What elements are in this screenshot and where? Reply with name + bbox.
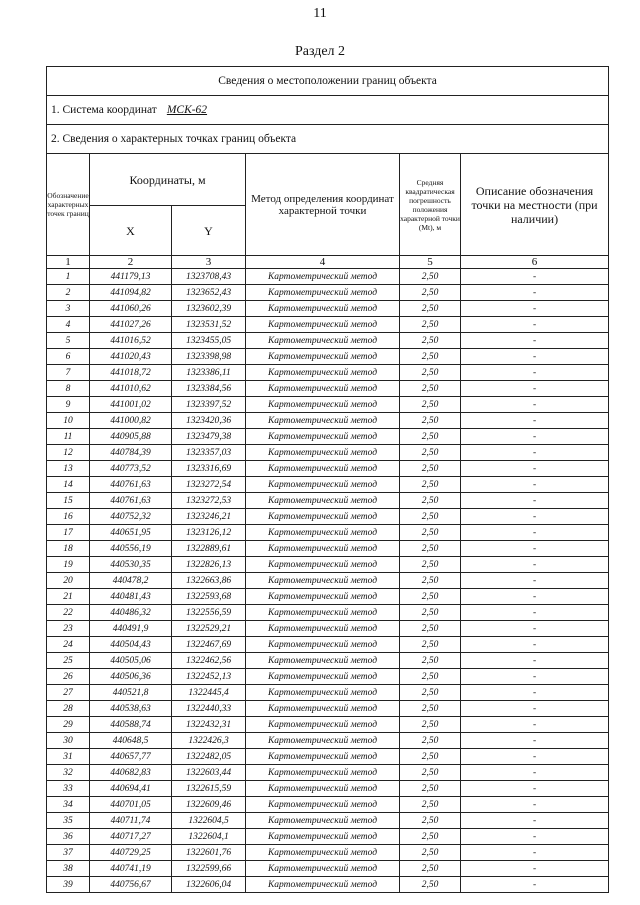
coord-y-cell: 1323398,98 <box>172 349 246 365</box>
description-cell: - <box>461 717 609 733</box>
coord-x-cell: 440648,5 <box>90 733 172 749</box>
description-cell: - <box>461 829 609 845</box>
description-cell: - <box>461 765 609 781</box>
coord-y-cell: 1322604,5 <box>172 813 246 829</box>
accuracy-cell: 2,50 <box>400 605 461 621</box>
description-cell: - <box>461 605 609 621</box>
point-number-cell: 5 <box>47 333 90 349</box>
accuracy-cell: 2,50 <box>400 333 461 349</box>
coord-y-cell: 1323397,52 <box>172 397 246 413</box>
coord-x-cell: 440752,32 <box>90 509 172 525</box>
accuracy-cell: 2,50 <box>400 685 461 701</box>
table-row <box>47 285 609 301</box>
description-cell: - <box>461 381 609 397</box>
coord-x-cell: 441027,26 <box>90 317 172 333</box>
accuracy-cell: 2,50 <box>400 397 461 413</box>
point-number-cell: 13 <box>47 461 90 477</box>
coord-x-cell: 441001,02 <box>90 397 172 413</box>
column-number: 3 <box>172 256 246 269</box>
method-cell: Картометрический метод <box>246 797 400 813</box>
coord-y-cell: 1322556,59 <box>172 605 246 621</box>
coord-y-cell: 1322426,3 <box>172 733 246 749</box>
method-cell: Картометрический метод <box>246 381 400 397</box>
description-cell: - <box>461 445 609 461</box>
accuracy-cell: 2,50 <box>400 781 461 797</box>
description-cell: - <box>461 413 609 429</box>
header-accuracy: Средняя квадратическая погрешность положения характерной точки (Mt), м <box>400 154 461 256</box>
coord-x-cell: 440682,83 <box>90 765 172 781</box>
description-cell: - <box>461 301 609 317</box>
coord-y-cell: 1322889,61 <box>172 541 246 557</box>
table-row <box>47 365 609 381</box>
coord-x-cell: 440729,25 <box>90 845 172 861</box>
description-cell: - <box>461 797 609 813</box>
coord-x-cell: 440741,19 <box>90 861 172 877</box>
method-cell: Картометрический метод <box>246 557 400 573</box>
coord-y-cell: 1323602,39 <box>172 301 246 317</box>
coord-x-cell: 440701,05 <box>90 797 172 813</box>
description-cell: - <box>461 509 609 525</box>
point-number-cell: 11 <box>47 429 90 445</box>
method-cell: Картометрический метод <box>246 733 400 749</box>
method-cell: Картометрический метод <box>246 317 400 333</box>
method-cell: Картометрический метод <box>246 333 400 349</box>
coord-y-cell: 1322529,21 <box>172 621 246 637</box>
method-cell: Картометрический метод <box>246 813 400 829</box>
table-row <box>47 749 609 765</box>
accuracy-cell: 2,50 <box>400 861 461 877</box>
accuracy-cell: 2,50 <box>400 637 461 653</box>
description-cell: - <box>461 525 609 541</box>
coord-y-cell: 1322432,31 <box>172 717 246 733</box>
point-number-cell: 32 <box>47 765 90 781</box>
accuracy-cell: 2,50 <box>400 829 461 845</box>
point-number-cell: 23 <box>47 621 90 637</box>
table-row <box>47 765 609 781</box>
point-number-cell: 26 <box>47 669 90 685</box>
accuracy-cell: 2,50 <box>400 813 461 829</box>
section-title: Раздел 2 <box>294 44 346 59</box>
method-cell: Картометрический метод <box>246 685 400 701</box>
column-number: 4 <box>246 256 400 269</box>
accuracy-cell: 2,50 <box>400 765 461 781</box>
table-row <box>47 509 609 525</box>
coord-y-cell: 1323316,69 <box>172 461 246 477</box>
table-row <box>47 637 609 653</box>
point-number-cell: 1 <box>47 269 90 285</box>
accuracy-cell: 2,50 <box>400 461 461 477</box>
accuracy-cell: 2,50 <box>400 349 461 365</box>
table-row <box>47 813 609 829</box>
point-number-cell: 20 <box>47 573 90 589</box>
coord-y-cell: 1322452,13 <box>172 669 246 685</box>
description-cell: - <box>461 429 609 445</box>
coord-x-cell: 441018,72 <box>90 365 172 381</box>
method-cell: Картометрический метод <box>246 573 400 589</box>
point-number-cell: 28 <box>47 701 90 717</box>
table-row <box>47 269 609 285</box>
description-cell: - <box>461 349 609 365</box>
description-cell: - <box>461 493 609 509</box>
coord-system-value: МСК-62 <box>166 104 208 116</box>
point-number-cell: 22 <box>47 605 90 621</box>
description-cell: - <box>461 861 609 877</box>
table-row <box>47 845 609 861</box>
table-row <box>47 877 609 893</box>
method-cell: Картометрический метод <box>246 765 400 781</box>
coord-y-cell: 1322606,04 <box>172 877 246 893</box>
coord-y-cell: 1322440,33 <box>172 701 246 717</box>
method-cell: Картометрический метод <box>246 653 400 669</box>
method-cell: Картометрический метод <box>246 605 400 621</box>
description-cell: - <box>461 701 609 717</box>
coord-y-cell: 1322601,76 <box>172 845 246 861</box>
method-cell: Картометрический метод <box>246 621 400 637</box>
description-cell: - <box>461 397 609 413</box>
method-cell: Картометрический метод <box>246 589 400 605</box>
accuracy-cell: 2,50 <box>400 573 461 589</box>
method-cell: Картометрический метод <box>246 365 400 381</box>
method-cell: Картометрический метод <box>246 349 400 365</box>
accuracy-cell: 2,50 <box>400 701 461 717</box>
coord-x-cell: 440756,67 <box>90 877 172 893</box>
method-cell: Картометрический метод <box>246 413 400 429</box>
table-row <box>47 589 609 605</box>
coord-x-cell: 441020,43 <box>90 349 172 365</box>
description-cell: - <box>461 781 609 797</box>
accuracy-cell: 2,50 <box>400 477 461 493</box>
point-number-cell: 35 <box>47 813 90 829</box>
coord-x-cell: 440521,8 <box>90 685 172 701</box>
table-row <box>47 541 609 557</box>
table-row <box>47 333 609 349</box>
method-cell: Картометрический метод <box>246 637 400 653</box>
coord-y-cell: 1322615,59 <box>172 781 246 797</box>
method-cell: Картометрический метод <box>246 477 400 493</box>
coord-x-cell: 440538,63 <box>90 701 172 717</box>
point-number-cell: 34 <box>47 797 90 813</box>
table-row <box>47 653 609 669</box>
point-number-cell: 15 <box>47 493 90 509</box>
accuracy-cell: 2,50 <box>400 541 461 557</box>
coord-x-cell: 440486,32 <box>90 605 172 621</box>
description-cell: - <box>461 733 609 749</box>
coord-x-cell: 440784,39 <box>90 445 172 461</box>
accuracy-cell: 2,50 <box>400 413 461 429</box>
coord-x-cell: 440588,74 <box>90 717 172 733</box>
table-row <box>47 605 609 621</box>
coord-x-cell: 440505,06 <box>90 653 172 669</box>
page-number: 11 <box>313 6 327 21</box>
coord-x-cell: 440504,43 <box>90 637 172 653</box>
description-cell: - <box>461 461 609 477</box>
accuracy-cell: 2,50 <box>400 749 461 765</box>
point-number-cell: 9 <box>47 397 90 413</box>
column-numbers-row <box>47 256 609 269</box>
point-number-cell: 12 <box>47 445 90 461</box>
coord-x-cell: 440694,41 <box>90 781 172 797</box>
table-row <box>47 685 609 701</box>
coord-x-cell: 441010,62 <box>90 381 172 397</box>
point-number-cell: 38 <box>47 861 90 877</box>
accuracy-cell: 2,50 <box>400 301 461 317</box>
accuracy-cell: 2,50 <box>400 557 461 573</box>
table-row <box>47 413 609 429</box>
point-number-cell: 17 <box>47 525 90 541</box>
accuracy-cell: 2,50 <box>400 845 461 861</box>
table-row <box>47 381 609 397</box>
accuracy-cell: 2,50 <box>400 493 461 509</box>
accuracy-cell: 2,50 <box>400 733 461 749</box>
accuracy-cell: 2,50 <box>400 269 461 285</box>
method-cell: Картометрический метод <box>246 541 400 557</box>
coord-x-cell: 440651,95 <box>90 525 172 541</box>
table-title: Сведения о местоположении границ объекта <box>47 67 609 96</box>
accuracy-cell: 2,50 <box>400 653 461 669</box>
coord-y-cell: 1323708,43 <box>172 269 246 285</box>
coord-x-cell: 441000,82 <box>90 413 172 429</box>
table-row <box>47 861 609 877</box>
point-number-cell: 16 <box>47 509 90 525</box>
method-cell: Картометрический метод <box>246 509 400 525</box>
header-method: Метод определения координат характерной точки <box>246 154 400 256</box>
description-cell: - <box>461 877 609 893</box>
point-number-cell: 25 <box>47 653 90 669</box>
point-number-cell: 30 <box>47 733 90 749</box>
coord-y-cell: 1322445,4 <box>172 685 246 701</box>
description-cell: - <box>461 845 609 861</box>
table-row <box>47 429 609 445</box>
point-number-cell: 2 <box>47 285 90 301</box>
accuracy-cell: 2,50 <box>400 589 461 605</box>
coord-y-cell: 1323455,05 <box>172 333 246 349</box>
method-cell: Картометрический метод <box>246 877 400 893</box>
accuracy-cell: 2,50 <box>400 525 461 541</box>
point-number-cell: 6 <box>47 349 90 365</box>
coord-y-cell: 1323479,38 <box>172 429 246 445</box>
method-cell: Картометрический метод <box>246 701 400 717</box>
description-cell: - <box>461 685 609 701</box>
point-number-cell: 7 <box>47 365 90 381</box>
description-cell: - <box>461 589 609 605</box>
column-number: 6 <box>461 256 609 269</box>
coord-y-cell: 1322609,46 <box>172 797 246 813</box>
coord-y-cell: 1323272,53 <box>172 493 246 509</box>
description-cell: - <box>461 365 609 381</box>
accuracy-cell: 2,50 <box>400 877 461 893</box>
points-label: 2. Сведения о характерных точках границ объекта <box>47 125 609 154</box>
coord-x-cell: 441094,82 <box>90 285 172 301</box>
coord-x-cell: 440773,52 <box>90 461 172 477</box>
coord-x-cell: 440481,43 <box>90 589 172 605</box>
point-number-cell: 27 <box>47 685 90 701</box>
coord-x-cell: 441179,13 <box>90 269 172 285</box>
accuracy-cell: 2,50 <box>400 621 461 637</box>
description-cell: - <box>461 621 609 637</box>
header-x: X <box>90 206 172 256</box>
accuracy-cell: 2,50 <box>400 365 461 381</box>
description-cell: - <box>461 333 609 349</box>
column-number: 5 <box>400 256 461 269</box>
coord-y-cell: 1322663,86 <box>172 573 246 589</box>
table-row <box>47 525 609 541</box>
accuracy-cell: 2,50 <box>400 509 461 525</box>
coord-x-cell: 440761,63 <box>90 493 172 509</box>
column-number: 1 <box>47 256 90 269</box>
method-cell: Картометрический метод <box>246 397 400 413</box>
point-number-cell: 31 <box>47 749 90 765</box>
coord-y-cell: 1322603,44 <box>172 765 246 781</box>
table-row <box>47 733 609 749</box>
accuracy-cell: 2,50 <box>400 797 461 813</box>
point-number-cell: 36 <box>47 829 90 845</box>
coord-y-cell: 1322593,68 <box>172 589 246 605</box>
coord-y-cell: 1323246,21 <box>172 509 246 525</box>
table-row <box>47 717 609 733</box>
point-number-cell: 18 <box>47 541 90 557</box>
coord-x-cell: 440530,35 <box>90 557 172 573</box>
coord-system-row <box>47 96 609 125</box>
coord-y-cell: 1322467,69 <box>172 637 246 653</box>
point-number-cell: 19 <box>47 557 90 573</box>
coord-y-cell: 1322462,56 <box>172 653 246 669</box>
description-cell: - <box>461 285 609 301</box>
point-number-cell: 14 <box>47 477 90 493</box>
description-cell: - <box>461 541 609 557</box>
coord-x-cell: 440506,36 <box>90 669 172 685</box>
method-cell: Картометрический метод <box>246 669 400 685</box>
accuracy-cell: 2,50 <box>400 717 461 733</box>
point-number-cell: 10 <box>47 413 90 429</box>
method-cell: Картометрический метод <box>246 429 400 445</box>
method-cell: Картометрический метод <box>246 861 400 877</box>
method-cell: Картометрический метод <box>246 749 400 765</box>
boundary-table <box>46 66 609 893</box>
description-cell: - <box>461 813 609 829</box>
header-description: Описание обозначения точки на местности (при наличии) <box>461 154 609 256</box>
coord-x-cell: 440761,63 <box>90 477 172 493</box>
table-row <box>47 621 609 637</box>
coord-y-cell: 1322604,1 <box>172 829 246 845</box>
method-cell: Картометрический метод <box>246 717 400 733</box>
method-cell: Картометрический метод <box>246 493 400 509</box>
point-number-cell: 37 <box>47 845 90 861</box>
table-row <box>47 701 609 717</box>
coord-x-cell: 441060,26 <box>90 301 172 317</box>
coord-y-cell: 1323652,43 <box>172 285 246 301</box>
point-number-cell: 4 <box>47 317 90 333</box>
table-row <box>47 445 609 461</box>
table-row <box>47 829 609 845</box>
description-cell: - <box>461 557 609 573</box>
method-cell: Картометрический метод <box>246 445 400 461</box>
accuracy-cell: 2,50 <box>400 317 461 333</box>
method-cell: Картометрический метод <box>246 781 400 797</box>
header-coordinates: Координаты, м <box>90 154 246 206</box>
accuracy-cell: 2,50 <box>400 381 461 397</box>
coord-x-cell: 440717,27 <box>90 829 172 845</box>
coord-y-cell: 1323420,36 <box>172 413 246 429</box>
coord-x-cell: 440478,2 <box>90 573 172 589</box>
method-cell: Картометрический метод <box>246 269 400 285</box>
table-row <box>47 797 609 813</box>
table-row <box>47 317 609 333</box>
coord-y-cell: 1323272,54 <box>172 477 246 493</box>
point-number-cell: 33 <box>47 781 90 797</box>
table-row <box>47 573 609 589</box>
point-number-cell: 29 <box>47 717 90 733</box>
table-row <box>47 397 609 413</box>
coord-x-cell: 440556,19 <box>90 541 172 557</box>
table-row <box>47 301 609 317</box>
coord-x-cell: 440711,74 <box>90 813 172 829</box>
coord-x-cell: 440905,88 <box>90 429 172 445</box>
description-cell: - <box>461 269 609 285</box>
method-cell: Картометрический метод <box>246 301 400 317</box>
coord-x-cell: 440491,9 <box>90 621 172 637</box>
header-point-designation: Обозначение характерных точек границ <box>47 154 90 256</box>
description-cell: - <box>461 477 609 493</box>
table-row <box>47 349 609 365</box>
coord-y-cell: 1322599,66 <box>172 861 246 877</box>
coord-x-cell: 440657,77 <box>90 749 172 765</box>
description-cell: - <box>461 317 609 333</box>
coord-x-cell: 441016,52 <box>90 333 172 349</box>
coord-y-cell: 1323126,12 <box>172 525 246 541</box>
table-row <box>47 477 609 493</box>
coord-y-cell: 1322826,13 <box>172 557 246 573</box>
accuracy-cell: 2,50 <box>400 445 461 461</box>
table-row <box>47 493 609 509</box>
point-number-cell: 21 <box>47 589 90 605</box>
method-cell: Картометрический метод <box>246 829 400 845</box>
table-row <box>47 557 609 573</box>
column-number: 2 <box>90 256 172 269</box>
description-cell: - <box>461 749 609 765</box>
method-cell: Картометрический метод <box>246 525 400 541</box>
table-row <box>47 461 609 477</box>
accuracy-cell: 2,50 <box>400 285 461 301</box>
description-cell: - <box>461 573 609 589</box>
method-cell: Картометрический метод <box>246 845 400 861</box>
point-number-cell: 3 <box>47 301 90 317</box>
coord-y-cell: 1323531,52 <box>172 317 246 333</box>
table-row <box>47 781 609 797</box>
coord-system-label: 1. Система координат <box>51 104 157 116</box>
header-y: Y <box>172 206 246 256</box>
coord-y-cell: 1323357,03 <box>172 445 246 461</box>
point-number-cell: 8 <box>47 381 90 397</box>
coord-y-cell: 1323386,11 <box>172 365 246 381</box>
description-cell: - <box>461 637 609 653</box>
coord-y-cell: 1323384,56 <box>172 381 246 397</box>
accuracy-cell: 2,50 <box>400 669 461 685</box>
point-number-cell: 39 <box>47 877 90 893</box>
coord-y-cell: 1322482,05 <box>172 749 246 765</box>
point-number-cell: 24 <box>47 637 90 653</box>
description-cell: - <box>461 669 609 685</box>
method-cell: Картометрический метод <box>246 285 400 301</box>
description-cell: - <box>461 653 609 669</box>
method-cell: Картометрический метод <box>246 461 400 477</box>
accuracy-cell: 2,50 <box>400 429 461 445</box>
table-row <box>47 669 609 685</box>
